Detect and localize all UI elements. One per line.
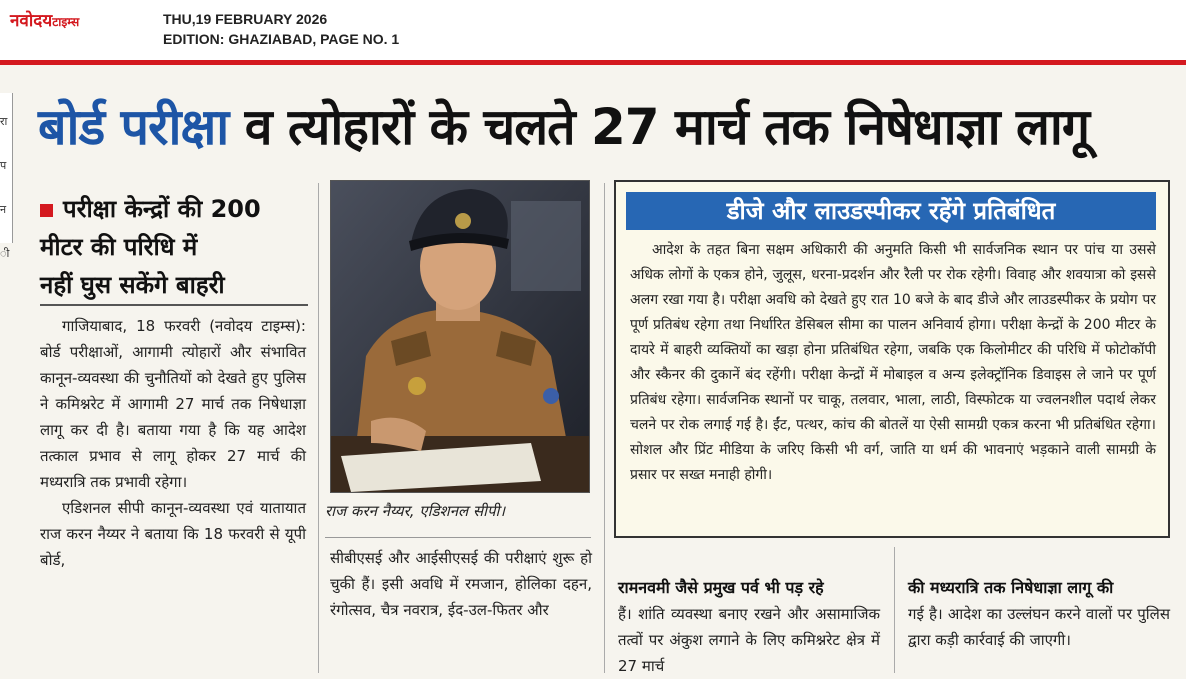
column-divider <box>604 183 605 673</box>
body-column-1 <box>40 313 306 573</box>
main-headline <box>38 93 1178 161</box>
newspaper-logo[interactable] <box>10 8 79 31</box>
masthead-bar <box>0 0 1186 60</box>
sub-headline <box>40 190 308 304</box>
news-clipping <box>0 65 1186 679</box>
body-column-3 <box>618 575 880 679</box>
edition-page: EDITION: GHAZIABAD, PAGE NO. 1 <box>163 31 400 47</box>
edge-fragment: रा <box>0 115 8 128</box>
edge-fragment: प <box>0 159 7 172</box>
paragraph: गाजियाबाद, 18 फरवरी (नवोदय टाइम्स): बोर्ड परीक्षाओं, आगामी त्योहारों और संभावित कानून-व्यवस्था की चुनौतियों को देखते हुए पुलिस ने कमिश्नरेट में आगामी 27 मार्च तक निषेधाज्ञा लागू कर दी है। बताया गया है कि यह आदेश तत्काल प्रभाव से लागू होकर 27 मार्च की मध्यरात्रि तक प्रभावी रहेगा। <box>40 317 306 491</box>
photo-caption: राज करन नैय्यर, एडिशनल सीपी। <box>325 502 506 520</box>
square-bullet-icon <box>40 204 53 217</box>
headline-highlight: बोर्ड परीक्षा <box>38 98 229 156</box>
column-3-lead: रामनवमी जैसे प्रमुख पर्व भी पड़ रहे <box>618 578 824 597</box>
dateline <box>163 9 399 49</box>
edge-fragment: न <box>0 203 7 216</box>
logo-main-text: नवोदय <box>10 11 53 31</box>
boxed-story-body: आदेश के तहत बिना सक्षम अधिकारी की अनुमति किसी भी सार्वजनिक स्थान पर पांच या उससे अधिक लोगों के एकत्र होने, जुलूस, धरना-प्रदर्शन और रैली पर रोक रहेगी। विवाह और शवयात्रा को इससे अलग रखा गया है। परीक्षा अवधि को देखते हुए रात 10 बजे के बाद डीजे और लाउडस्पीकर के प्रयोग पर पूर्ण प्रतिबंध रहेगा तथा निर्धारित डेसिबल सीमा का पालन अनिवार्य होगा। परीक्षा केन्द्रों के 200 मीटर के दायरे में बाहरी व्यक्तियों का खड़ा होना प्रतिबंधित रहेगा, जबकि एक किलोमीटर की परिधि में फोटोकॉपी और स्कैनर की दुकानें बंद रहेंगी। परीक्षा केन्द्रों में मोबाइल व अन्य इलेक्ट्रॉनिक डिवाइस ले जाने पर पूर्ण प्रतिबंध रहेगा। सार्वजनिक स्थानों पर चाकू, तलवार, भाला, लाठी, विस्फोटक या ज्वलनशील पदार्थ लेकर चलने पर रोक लगाई गई है। ईंट, पत्थर, कांच की बोतलें या ऐसी सामग्री एकत्र करना भी प्रतिबंधित रहेगा। सोशल और प्रिंट मीडिया के जरिए किसी भी वर्ग, जाति या धर्म की भावनाएं भड़काने वाली सामग्री के प्रसार पर सख्त मनाही होगी। <box>630 242 1156 483</box>
logo-sub-text: टाइम्स <box>52 15 80 29</box>
paragraph: एडिशनल सीपी कानून-व्यवस्था एवं यातायात राज करन नैय्यर ने बताया कि 18 फरवरी से यूपी बोर्ड, <box>40 499 306 569</box>
paragraph: हैं। शांति व्यवस्था बनाए रखने और असामाजिक तत्वों पर अंकुश लगाने के लिए कमिश्नरेट क्षेत्र में 27 मार्च <box>618 605 880 675</box>
column-divider <box>318 183 319 673</box>
sub-headline-line-1: परीक्षा केन्द्रों की 200 <box>63 195 261 223</box>
paragraph: सीबीएसई और आईसीएसई की परीक्षाएं शुरू हो चुकी हैं। इसी अवधि में रमजान, होलिका दहन, रंगोत्सव, चैत्र नवरात्र, ईद-उल-फितर और <box>330 549 592 619</box>
column-4-lead: की मध्यरात्रि तक निषेधाज्ञा लागू की <box>908 578 1114 597</box>
caption-rule <box>325 537 591 538</box>
column-divider <box>894 547 895 673</box>
body-column-4 <box>908 575 1170 653</box>
officer-photo <box>330 180 590 493</box>
edge-fragment: ी <box>0 247 10 260</box>
sub-headline-line-3: नहीं घुस सकेंगे बाहरी <box>40 271 225 299</box>
boxed-story-title: डीजे और लाउडस्पीकर रहेंगे प्रतिबंधित <box>626 192 1156 230</box>
edition-date: THU,19 FEBRUARY 2026 <box>163 11 328 27</box>
paragraph: गई है। आदेश का उल्लंघन करने वालों पर पुलिस द्वारा कड़ी कार्रवाई की जाएगी। <box>908 605 1170 649</box>
body-column-2 <box>330 545 592 623</box>
boxed-story <box>614 180 1170 538</box>
adjacent-article-edge <box>0 93 13 260</box>
sub-headline-line-2: मीटर की परिधि में <box>40 233 198 261</box>
officer-photo-illustration <box>331 181 589 492</box>
headline-rest: व त्योहारों के चलते 27 मार्च तक निषेधाज्ञा लागू <box>244 98 1090 156</box>
sub-headline-rule <box>40 304 308 306</box>
